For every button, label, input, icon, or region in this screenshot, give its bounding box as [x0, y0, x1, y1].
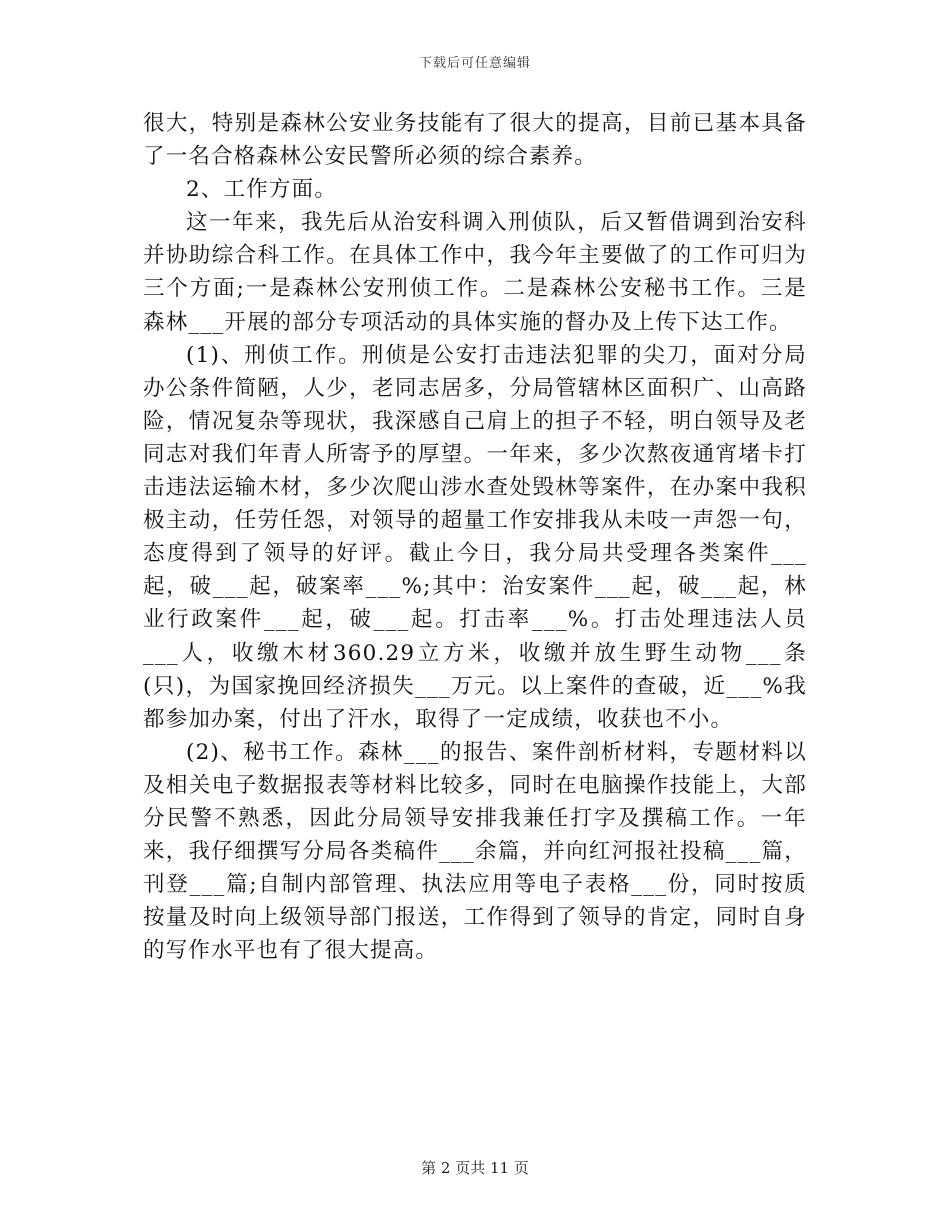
paragraph-secretary-work: (2)、秘书工作。森林___的报告、案件剖析材料，专题材料以及相关电子数据报表等材料比较多，同时在电脑操作技能上，大部分民警不熟悉，因此分局领导安排我兼任打字及撰稿工作。一年来，我仔细撰写分局各类稿件___余篇，并向红河报社投稿___篇，刊登___篇;自制内部管理、执法应用等电子表格___份，同时按质按量及时向上级领导部门报送，工作得到了领导的肯定，同时自身的写作水平也有了很大提高。 [143, 739, 807, 964]
paragraph-overview: 这一年来，我先后从治安科调入刑侦队，后又暂借调到治安科并协助综合科工作。在具体工作中，我今年主要做了的工作可归为三个方面;一是森林公安刑侦工作。二是森林公安秘书工作。三是森林___开展的部分专项活动的具体实施的督办及上传下达工作。 [143, 210, 807, 335]
paragraph-continuation: 很大，特别是森林公安业务技能有了很大的提高，目前已基本具备了一名合格森林公安民警所必须的综合素养。 [143, 111, 807, 170]
section-heading-work: 2、工作方面。 [186, 177, 338, 203]
paragraph-criminal-investigation: (1)、刑侦工作。刑侦是公安打击违法犯罪的尖刀，面对分局办公条件简陋，人少，老同志居多，分局管辖林区面积广、山高路险，情况复杂等现状，我深感自己肩上的担子不轻，明白领导及老同志对我们年青人所寄予的厚望。一年来，多少次熬夜通宵堵卡打击违法运输木材，多少次爬山涉水查处毁林等案件，在办案中我积极主动，任劳任怨，对领导的超量工作安排我从未吱一声怨一句，态度得到了领导的好评。截止今日，我分局共受理各类案件___起，破___起，破案率___%;其中：治安案件___起，破___起，林业行政案件___起，破___起。打击率___%。打击处理违法人员___人，收缴木材360.29立方米，收缴并放生野生动物___条(只)，为国家挽回经济损失___万元。以上案件的查破，近___%我都参加办案，付出了汗水，取得了一定成绩，收获也不小。 [143, 342, 807, 732]
page-footer: 第 2 页共 11 页 [421, 1159, 529, 1177]
page-header: 下载后可任意编辑 [418, 56, 531, 71]
document-body [143, 107, 807, 967]
